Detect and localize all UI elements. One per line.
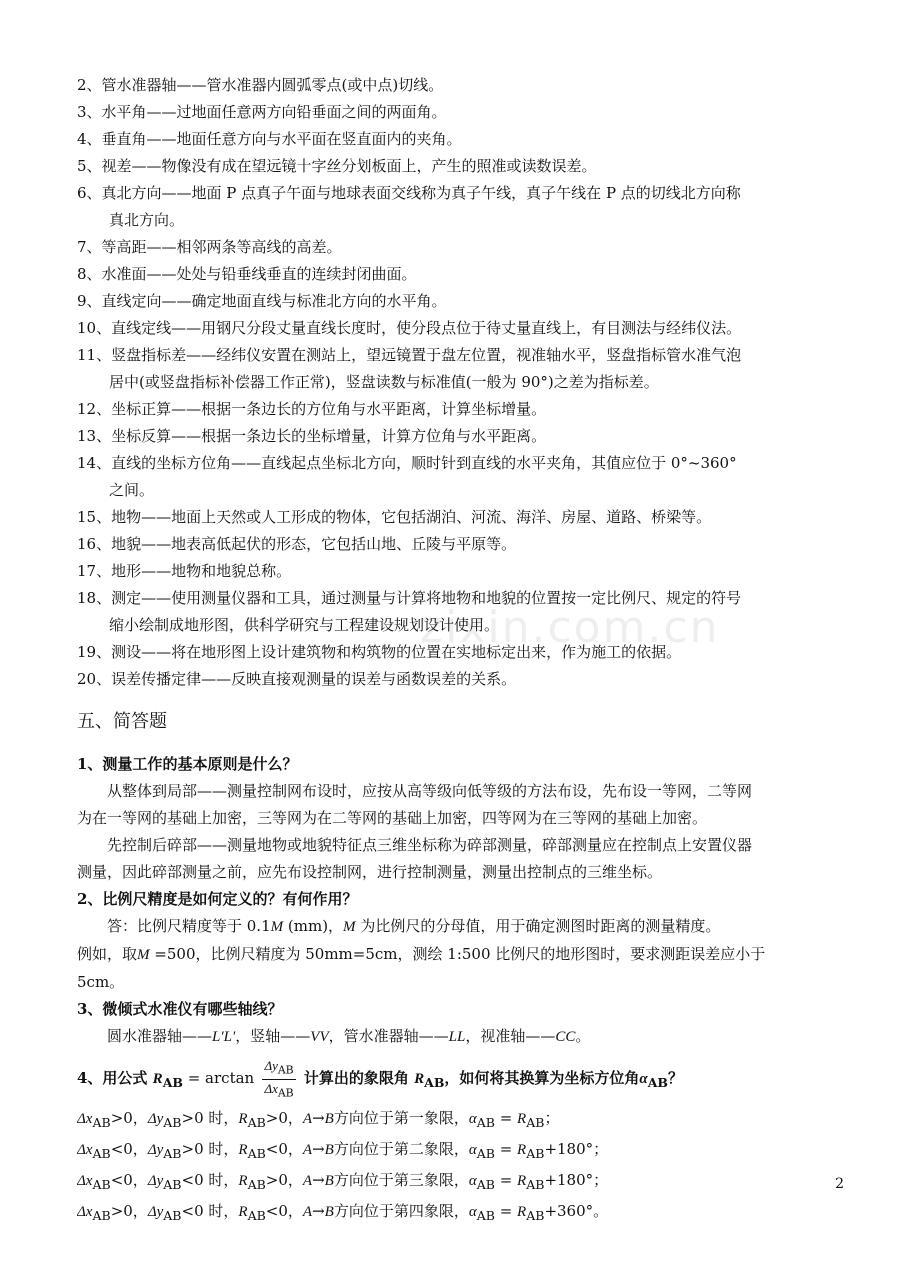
fraction-numerator [262,1057,295,1080]
subscript: AB [476,1115,495,1130]
answer-text: 测量，因此碎部测量之前，应先布设控制网，进行控制测量，测量出控制点的三维坐标。 [77,863,663,881]
answer-text [77,913,849,941]
subscript: AB [92,1208,111,1223]
quadrant-row [77,1136,849,1167]
quadrant-row [77,1198,849,1229]
delta-x: Δx [77,1173,93,1189]
item-continuation: 真北方向。 [109,211,185,229]
definition-item [77,99,849,126]
point-b: B [324,1204,334,1220]
text-run: >0 时， [181,1109,239,1127]
text-run: <0 时， [181,1202,239,1220]
item-text: 16、地貌——地表高低起伏的形态，它包括山地、丘陵与平原等。 [77,535,517,553]
item-text: 13、坐标反算——根据一条边长的坐标增量，计算方位角与水平距离。 [77,427,547,445]
subscript: AB [92,1146,111,1161]
item-continuation: 缩小绘制成地形图，供科学研究与工程建设规划设计使用。 [109,616,500,634]
arrow-glyph: → [312,1109,325,1127]
definition-item [77,585,849,639]
equals: = [494,1109,518,1127]
subscript: AB [247,1146,266,1161]
definition-item [77,72,849,99]
item-text: 3、水平角——过地面任意两方向铅垂面之间的两面角。 [77,103,447,121]
item-text: 8、水准面——处处与铅垂线垂直的连续封闭曲面。 [77,265,417,283]
item-text: 17、地形——地物和地貌总称。 [77,562,292,580]
var-r: R [238,1204,248,1220]
definition-item [77,423,849,450]
fraction-denominator [262,1080,295,1102]
delta-y: Δy [264,1057,278,1073]
text-run: 方向位于第四象限， [333,1202,469,1220]
text-run: >0 时， [181,1140,239,1158]
definition-item [77,234,849,261]
text-run: >0， [265,1109,303,1127]
var-m: M [343,919,356,935]
definition-item [77,504,849,531]
text-run: <0 时， [181,1171,239,1189]
item-text: 5、视差——物像没有成在望远镜十字丝分划板面上，产生的照准或读数误差。 [77,157,597,175]
delta-x: Δx [77,1142,93,1158]
var-r: R [414,1071,425,1087]
var-r: R [517,1111,527,1127]
definition-item [77,639,849,666]
text-run: 为比例尺的分母值，用于确定测图时距离的测量精度。 [355,917,721,935]
subscript: AB [247,1177,266,1192]
point-b: B [324,1142,334,1158]
quadrant-row [77,1167,849,1198]
subscript: AB [476,1177,495,1192]
point-b: B [324,1111,334,1127]
item-text: 18、测定——使用测量仪器和工具，通过测量与计算将地物和地貌的位置按一定比例尺、规定的符号 [77,589,742,607]
subscript: AB [92,1115,111,1130]
answer-text: 为在一等网的基础上加密，三等网为在二等网的基础上加密，四等网为在三等网的基础上加密。 [77,809,708,827]
text-run: 圆水准器轴—— [107,1027,213,1045]
subscript: AB [277,1063,294,1077]
subscript: AB [476,1208,495,1223]
watermark: zixin.com.cn [420,602,720,653]
quadrant-rules [77,1105,849,1229]
item-text: 15、地物——地面上天然或人工形成的物体，它包括湖泊、河流、海洋、房屋、道路、桥梁等。 [77,508,712,526]
point-a: A [302,1204,313,1220]
arrow-glyph: → [312,1202,325,1220]
text-run: +180°； [544,1171,609,1189]
equals: = [494,1140,518,1158]
item-text: 7、等高距——相邻两条等高线的高差。 [77,238,342,256]
question-title: 3、微倾式水准仪有哪些轴线？ [77,1000,283,1018]
text-run: <0， [110,1140,148,1158]
fraction [262,1057,295,1101]
text-run: 答：比例尺精度等于 0.1 [107,917,271,935]
subscript: AB [247,1115,266,1130]
item-text: 4、垂直角——地面任意方向与水平面在竖直面内的夹角。 [77,130,462,148]
axis-symbol: VV [310,1029,329,1045]
var-r: R [238,1173,248,1189]
item-text: 6、真北方向——地面 P 点真子午面与地球表面交线称为真子午线，真子午线在 P 点的切线北方向称 [77,184,741,202]
var-r: R [238,1111,248,1127]
item-text: 2、管水准器轴——管水准器内圆弧零点(或中点)切线。 [77,76,444,94]
axis-symbol: L′L′ [212,1029,236,1045]
axis-symbol: LL [448,1029,466,1045]
subscript: AB [647,1075,668,1090]
text-run: = arctan [182,1069,255,1087]
definition-item [77,666,849,693]
definition-item [77,531,849,558]
var-alpha: α [468,1111,477,1127]
delta-x: Δx [77,1204,93,1220]
arrow-glyph: → [312,1171,325,1189]
answer-text: 先控制后碎部——测量地物或地貌特征点三维坐标称为碎部测量，碎部测量应在控制点上安置仪器 [107,836,753,854]
subscript: AB [163,1146,182,1161]
text-run: 。 [575,1027,591,1045]
delta-y: Δy [147,1204,164,1220]
text-run: +360°。 [544,1202,609,1220]
text-run: ，竖轴—— [235,1027,311,1045]
subscript: AB [526,1115,545,1130]
section-title: 五、简答题 [77,711,167,732]
text-run: 方向位于第三象限， [333,1171,469,1189]
var-m: M [270,919,284,935]
text-run: >0， [265,1171,303,1189]
text-run: ，如何将其换算为坐标方位角 [444,1069,640,1087]
definition-item [77,261,849,288]
text-run: 例如，取 [77,945,138,963]
subscript: AB [92,1177,111,1192]
item-continuation: 居中(或竖盘指标补偿器工作正常)，竖盘读数与标准值(一般为 90°)之差为指标差。 [109,373,659,391]
subscript: AB [526,1177,545,1192]
var-alpha: α [639,1071,648,1087]
point-a: A [302,1142,313,1158]
point-a: A [302,1173,313,1189]
delta-y: Δy [147,1142,164,1158]
definition-list [77,72,849,1229]
definition-item [77,315,849,342]
definition-item [77,558,849,585]
delta-y: Δy [147,1173,164,1189]
text-run: =500，比例尺精度为 50mm=5cm，测绘 1:500 比例尺的地形图时，要求测距误差应小于 [149,945,766,963]
page-number: 2 [835,1176,844,1192]
text-run: >0， [110,1202,148,1220]
subscript: AB [163,1177,182,1192]
item-text: 9、直线定向——确定地面直线与标准北方向的水平角。 [77,292,447,310]
axis-symbol: CC [555,1029,576,1045]
subscript: AB [163,1115,182,1130]
text-run: <0， [110,1171,148,1189]
answer-text [77,941,849,969]
answer-text: 5cm。 [77,973,125,991]
question-title: 1、测量工作的基本原则是什么？ [77,755,298,773]
item-text: 14、直线的坐标方位角——直线起点坐标北方向，顺时针到直线的水平夹角，其值应位于 0°~360° [77,454,737,472]
point-b: B [324,1173,334,1189]
var-alpha: α [468,1204,477,1220]
text-run: ，管水准器轴—— [328,1027,449,1045]
subscript: AB [247,1208,266,1223]
question-title: 2、比例尺精度是如何定义的？有何作用？ [77,890,358,908]
text-run: ？ [667,1069,683,1087]
text-run: 方向位于第一象限， [333,1109,469,1127]
var-alpha: α [468,1173,477,1189]
answer-text: 从整体到局部——测量控制网布设时，应按从高等级向低等级的方法布设，先布设一等网，二等网 [107,782,753,800]
subscript: AB [526,1208,545,1223]
definition-item [77,396,849,423]
subscript: AB [424,1075,445,1090]
item-text: 11、竖盘指标差——经纬仪安置在测站上，望远镜置于盘左位置，视准轴水平，竖盘指标管水准气泡 [77,346,742,364]
subscript: AB [162,1075,183,1090]
subscript: AB [476,1146,495,1161]
delta-x: Δx [77,1111,93,1127]
definition-item [77,126,849,153]
delta-y: Δy [147,1111,164,1127]
text-run: 方向位于第二象限， [333,1140,469,1158]
item-text: 20、误差传播定律——反映直接观测量的误差与函数误差的关系。 [77,670,517,688]
item-continuation: 之间。 [109,481,155,499]
subscript: AB [163,1208,182,1223]
var-alpha: α [468,1142,477,1158]
item-text: 12、坐标正算——根据一条边长的方位角与水平距离，计算坐标增量。 [77,400,547,418]
text-run: (mm)， [283,917,344,935]
definition-item [77,288,849,315]
text-run: ； [544,1109,560,1127]
subscript: AB [526,1146,545,1161]
question-title [77,1051,849,1105]
answer-text [77,1023,849,1051]
definition-item [77,450,849,504]
text-run: <0， [265,1140,303,1158]
definition-item [77,153,849,180]
definition-item [77,180,849,234]
definition-item [77,342,849,396]
equals: = [494,1171,518,1189]
var-r: R [517,1204,527,1220]
text-run: +180°； [544,1140,609,1158]
subscript: AB [277,1086,294,1100]
arrow-glyph: → [312,1140,325,1158]
quadrant-row [77,1105,849,1136]
text-run: ，视准轴—— [465,1027,556,1045]
equals: = [494,1202,518,1220]
var-r: R [517,1173,527,1189]
text-run: 4、用公式 [77,1069,148,1087]
delta-x: Δx [264,1080,278,1096]
var-r: R [152,1071,163,1087]
item-text: 19、测设——将在地形图上设计建筑物和构筑物的位置在实地标定出来，作为施工的依据。 [77,643,682,661]
text-run: 计算出的象限角 [303,1069,409,1087]
var-r: R [517,1142,527,1158]
text-run: >0， [110,1109,148,1127]
var-m: M [137,947,150,963]
point-a: A [302,1111,313,1127]
item-text: 10、直线定线——用钢尺分段丈量直线长度时，使分段点位于待丈量直线上，有目测法与经纬仪法。 [77,319,742,337]
var-r: R [238,1142,248,1158]
text-run: <0， [265,1202,303,1220]
